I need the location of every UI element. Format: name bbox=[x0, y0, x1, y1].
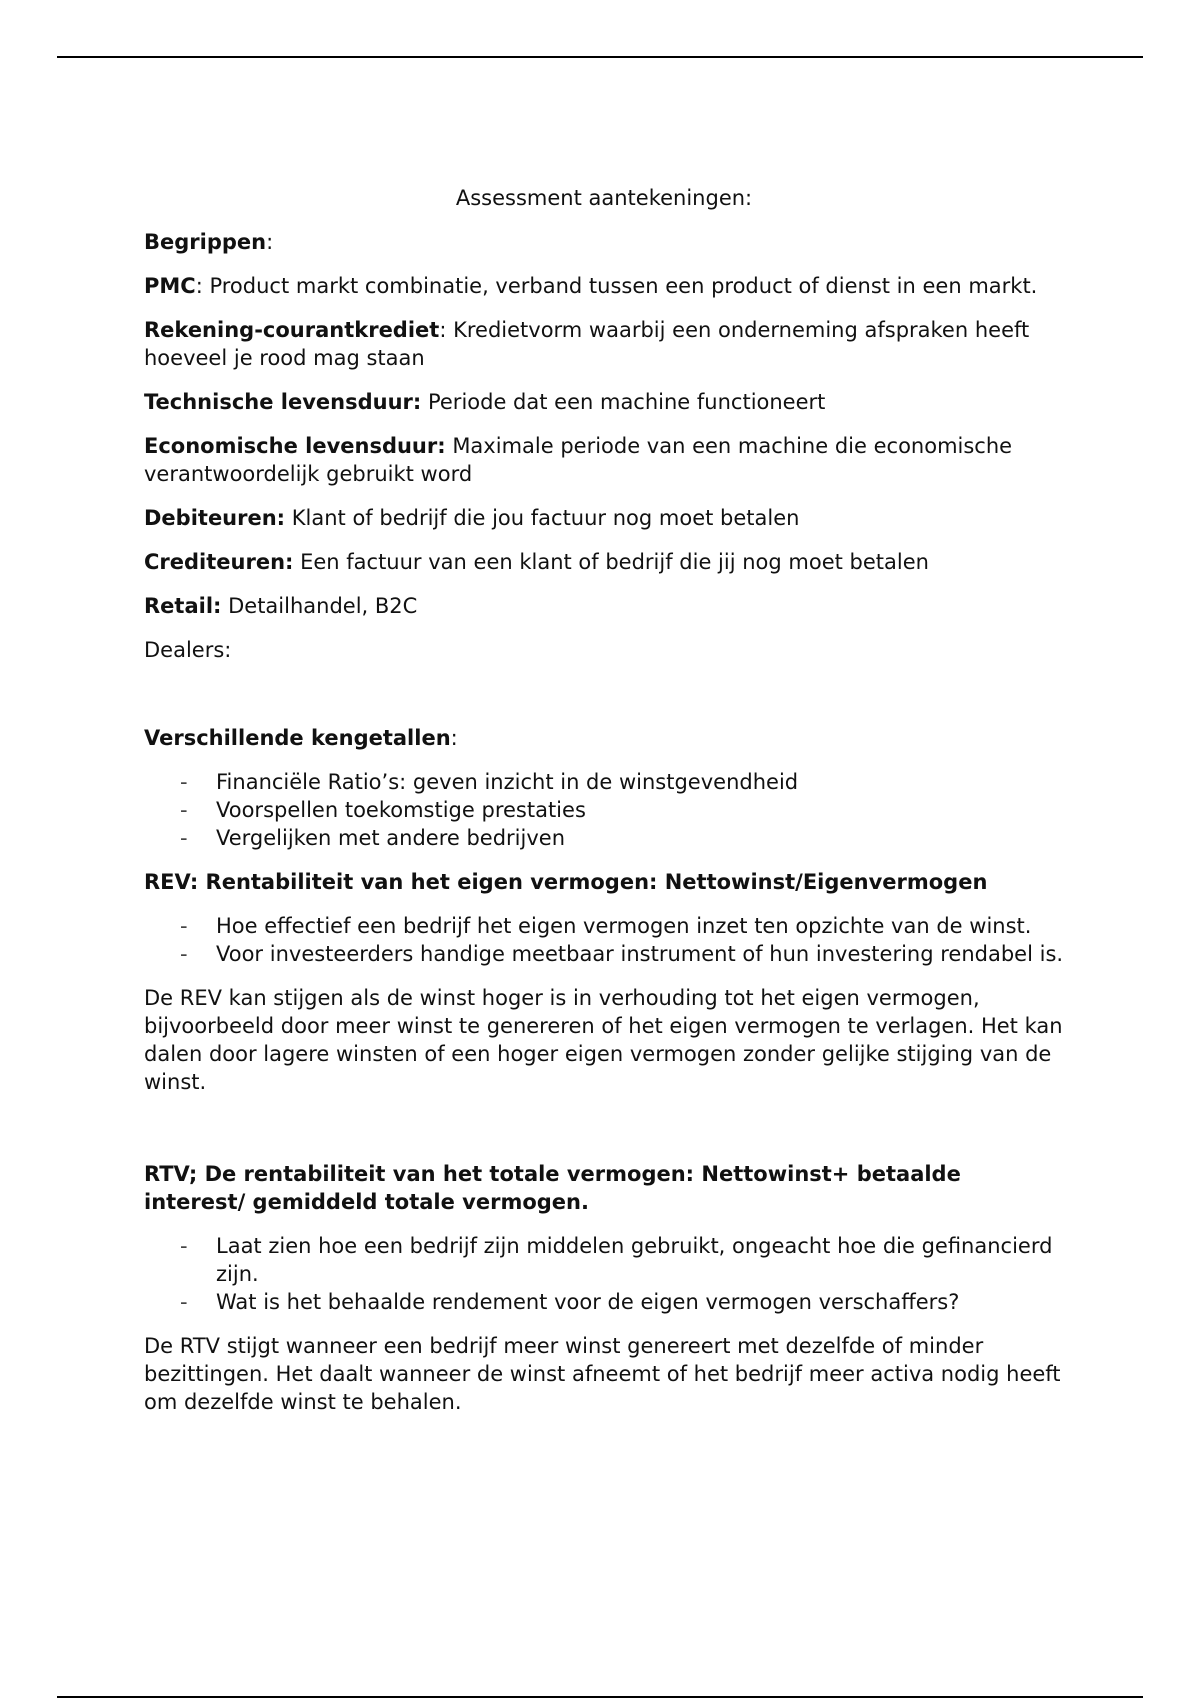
bottom-rule bbox=[57, 1696, 1143, 1698]
rtv-paragraph: De RTV stijgt wanneer een bedrijf meer winst genereert met dezelfde of minder bezittingen. Het daalt wanneer de winst afneemt of het bedrijf meer activa nodig heeft om dezelfde winst te behalen. bbox=[144, 1334, 1061, 1414]
kengetallen-label: Verschillende kengetallen bbox=[144, 726, 451, 750]
kengetallen-heading bbox=[144, 724, 1064, 752]
definition-crediteuren bbox=[144, 548, 1064, 576]
begrippen-label: Begrippen bbox=[144, 230, 267, 254]
begrippen-heading bbox=[144, 228, 1064, 256]
definition-text: Klant of bedrijf die jou factuur nog moet betalen bbox=[285, 506, 800, 530]
list-item: - Financiële Ratio’s: geven inzicht in de winstgevendheid bbox=[144, 768, 1064, 796]
definition-text: : Product markt combinatie, verband tussen een product of dienst in een markt. bbox=[195, 274, 1038, 298]
document-body bbox=[144, 184, 1064, 1432]
definition-term: Rekening-courantkrediet bbox=[144, 318, 440, 342]
definition-term: Crediteuren: bbox=[144, 550, 294, 574]
kengetallen-list bbox=[144, 768, 1064, 852]
top-rule bbox=[57, 56, 1143, 58]
definition-text: Een factuur van een klant of bedrijf die jij nog moet betalen bbox=[293, 550, 929, 574]
definition-text: Periode dat een machine functioneert bbox=[421, 390, 826, 414]
definition-term: PMC bbox=[144, 274, 196, 298]
rtv-list bbox=[144, 1232, 1064, 1316]
definition-technische-levensduur bbox=[144, 388, 1064, 416]
definition-term: Economische levensduur: bbox=[144, 434, 446, 458]
definition-text: Maximale periode van een machine die economische verantwoordelijk gebruikt word bbox=[144, 434, 1013, 486]
definition-term: Retail: bbox=[144, 594, 222, 618]
kengetallen-suffix: : bbox=[450, 726, 458, 750]
list-item: - Voor investeerders handige meetbaar instrument of hun investering rendabel is. bbox=[144, 940, 1064, 968]
rev-list bbox=[144, 912, 1064, 968]
definition-debiteuren bbox=[144, 504, 1064, 532]
dealers-line: Dealers: bbox=[144, 638, 232, 662]
list-item: - Wat is het behaalde rendement voor de eigen vermogen verschaffers? bbox=[144, 1288, 1064, 1316]
rtv-heading: RTV; De rentabiliteit van het totale vermogen: Nettowinst+ betaalde interest/ gemiddeld totale vermogen. bbox=[144, 1162, 961, 1214]
definition-rekening-courantkrediet bbox=[144, 316, 1064, 372]
definition-term: Technische levensduur: bbox=[144, 390, 422, 414]
definition-pmc bbox=[144, 272, 1064, 300]
list-item: - Voorspellen toekomstige prestaties bbox=[144, 796, 1064, 824]
list-item: - Hoe effectief een bedrijf het eigen vermogen inzet ten opzichte van de winst. bbox=[144, 912, 1064, 940]
list-item: - Vergelijken met andere bedrijven bbox=[144, 824, 1064, 852]
begrippen-suffix: : bbox=[266, 230, 274, 254]
definition-text: Detailhandel, B2C bbox=[221, 594, 418, 618]
document-title: Assessment aantekeningen: bbox=[455, 186, 753, 210]
definition-retail bbox=[144, 592, 1064, 620]
definition-economische-levensduur bbox=[144, 432, 1064, 488]
rev-heading: REV: Rentabiliteit van het eigen vermogen: Nettowinst/Eigenvermogen bbox=[144, 870, 988, 894]
definition-term: Debiteuren: bbox=[144, 506, 286, 530]
definition-text: : Kredietvorm waarbij een onderneming afspraken heeft hoeveel je rood mag staan bbox=[144, 318, 1030, 370]
list-item: - Laat zien hoe een bedrijf zijn middelen gebruikt, ongeacht hoe die gefinancierd zijn. bbox=[144, 1232, 1064, 1288]
rev-paragraph: De REV kan stijgen als de winst hoger is in verhouding tot het eigen vermogen, bijvoorbeeld door meer winst te genereren of het eigen vermogen te verlagen. Het kan dalen door lagere winsten of een hoger eigen vermogen zonder gelijke stijging van de winst. bbox=[144, 986, 1063, 1094]
